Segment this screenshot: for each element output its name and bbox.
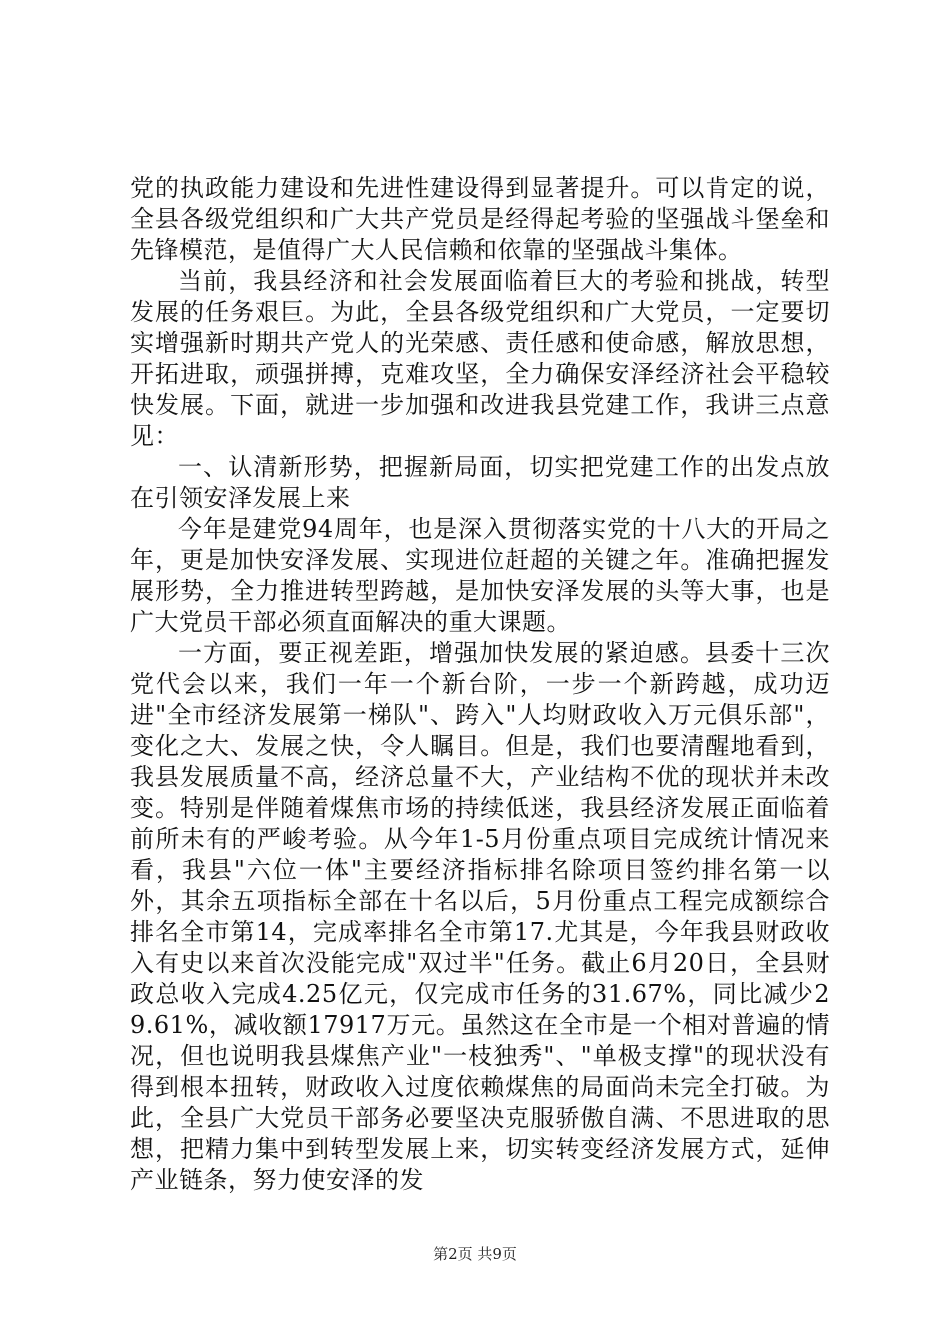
paragraph-current-situation: 当前，我县经济和社会发展面临着巨大的考验和挑战，转型发展的任务艰巨。为此，全县各级党组织和广大党员，一定要切实增强新时期共产党人的光荣感、责任感和使命感，解放思想，开拓进取，顽强拼搏，克难攻坚，全力确保安泽经济社会平稳较快发展。下面，就进一步加强和改进我县党建工作，我讲三点意见： [130, 267, 830, 450]
paragraph-party-anniversary: 今年是建党94周年，也是深入贯彻落实党的十八大的开局之年，更是加快安泽发展、实现进位赶超的关键之年。准确把握发展形势，全力推进转型跨越，是加快安泽发展的头等大事，也是广大党员干部必须直面解决的重大课题。 [130, 515, 830, 636]
section-heading-1: 一、认清新形势，把握新局面，切实把党建工作的出发点放在引领安泽发展上来 [130, 453, 830, 512]
page-footer: 第2页 共9页 [433, 1245, 517, 1263]
paragraph-face-gap: 一方面，要正视差距，增强加快发展的紧迫感。县委十三次党代会以来，我们一年一个新台阶，一步一个新跨越，成功迈进"全市经济发展第一梯队"、跨入"人均财政收入万元俱乐部"，变化之大、发展之快，令人瞩目。但是，我们也要清醒地看到，我县发展质量不高，经济总量不大，产业结构不优的现状并未改变。特别是伴随着煤焦市场的持续低迷，我县经济发展正面临着前所未有的严峻考验。从今年1-5月份重点项目完成统计情况来看，我县"六位一体"主要经济指标排名除项目签约排名第一以外，其余五项指标全部在十名以后，5月份重点工程完成额综合排名全市第14，完成率排名全市第17.尤其是，今年我县财政收入有史以来首次没能完成"双过半"任务。截止6月20日，全县财政总收入完成4.25亿元，仅完成市任务的31.67%，同比减少29.61%，减收额17917万元。虽然这在全市是一个相对普遍的情况，但也说明我县煤焦产业"一枝独秀"、"单极支撑"的现状没有得到根本扭转，财政收入过度依赖煤焦的局面尚未完全打破。为此，全县广大党员干部务必要坚决克服骄傲自满、不思进取的思想，把精力集中到转型发展上来，切实转变经济发展方式，延伸产业链条，努力使安泽的发 [130, 639, 830, 1194]
document-body [130, 173, 830, 1196]
paragraph-continuation: 党的执政能力建设和先进性建设得到显著提升。可以肯定的说，全县各级党组织和广大共产党员是经得起考验的坚强战斗堡垒和先锋模范，是值得广大人民信赖和依靠的坚强战斗集体。 [130, 174, 830, 264]
